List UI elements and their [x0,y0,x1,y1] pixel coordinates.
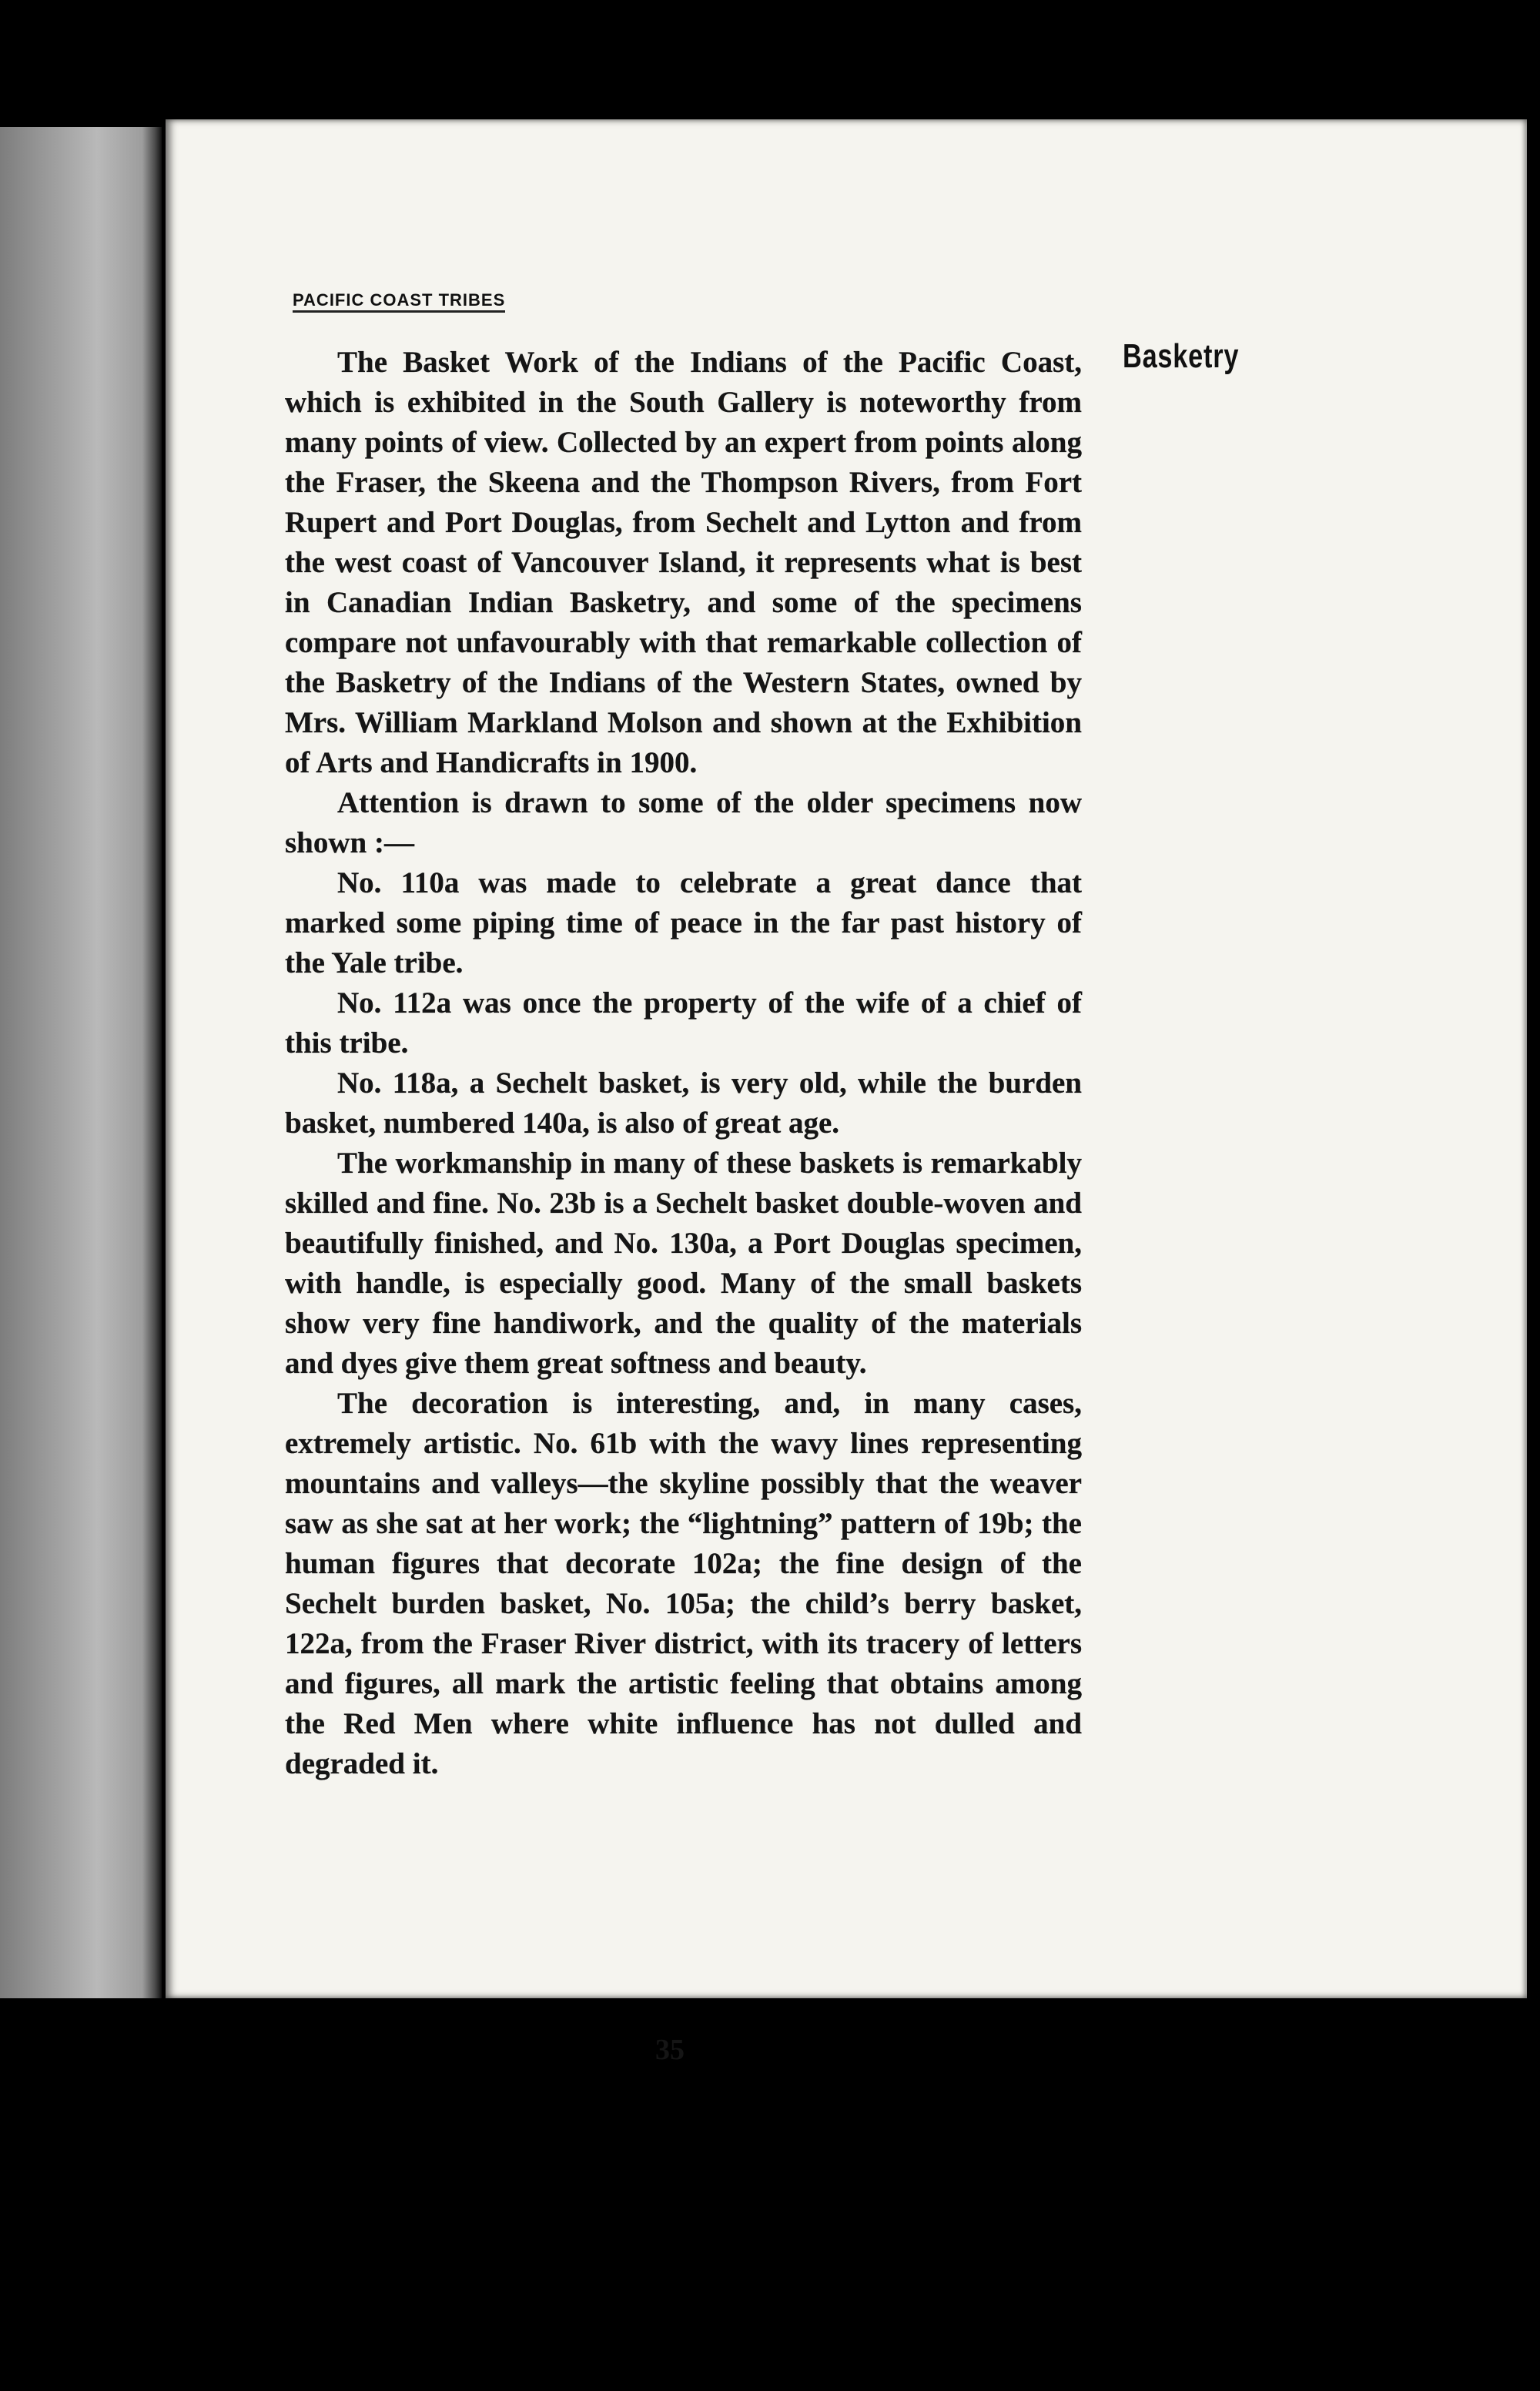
running-head: PACIFIC COAST TRIBES [293,291,505,313]
paragraph: The workmanship in many of these baskets is remarkably skilled and fine. No. 23b is a Sechelt basket double-woven and beautifully finished, and No. 130a, a Port Douglas specimen, with handle, is especially good. Many of the small baskets show very fine handiwork, and the quality of the materials and dyes give them great softness and beauty. [285,1147,1082,1380]
paragraph: Attention is drawn to some of the older specimens now shown :— [285,786,1082,859]
facing-page-edge [0,127,162,1998]
paragraph: No. 118a, a Sechelt basket, is very old, while the burden basket, numbered 140a, is also of great age. [285,1067,1082,1140]
paragraph: The decoration is interesting, and, in many cases, extremely artistic. No. 61b with the wavy lines representing mountains and valleys—the skyline possibly that the weaver saw as she sat at her work; the “lightning” pattern of 19b; the human figures that decorate 102a; the fine design of the Sechelt burden basket, No. 105a; the child’s berry basket, 122a, from the Fraser River district, with its tracery of letters and figures, all mark the artistic feeling that obtains among the Red Men where white influence has not dulled and degraded it. [285,1387,1082,1780]
paragraph: The Basket Work of the Indians of the Pacific Coast, which is exhibited in the South Gallery is noteworthy from many points of view. Collected by an expert from points along the Fraser, the Skeena and the Thompson Rivers, from Fort Rupert and Port Douglas, from Sechelt and Lytton and from the west coast of Vancouver Island, it represents what is best in Canadian Indian Basketry, and some of the specimens compare not unfavourably with that remarkable collection of the Basketry of the Indians of the Western States, owned by Mrs. William Markland Molson and shown at the Exhibition of Arts and Handicrafts in 1900. [285,346,1082,779]
body-text [285,343,1082,1784]
paragraph: No. 112a was once the property of the wife of a chief of this tribe. [285,986,1082,1060]
paragraph: No. 110a was made to celebrate a great dance that marked some piping time of peace in the far past history of the Yale tribe. [285,866,1082,980]
margin-heading-basketry: Basketry [1123,337,1240,375]
page-number: 35 [655,2034,685,2066]
